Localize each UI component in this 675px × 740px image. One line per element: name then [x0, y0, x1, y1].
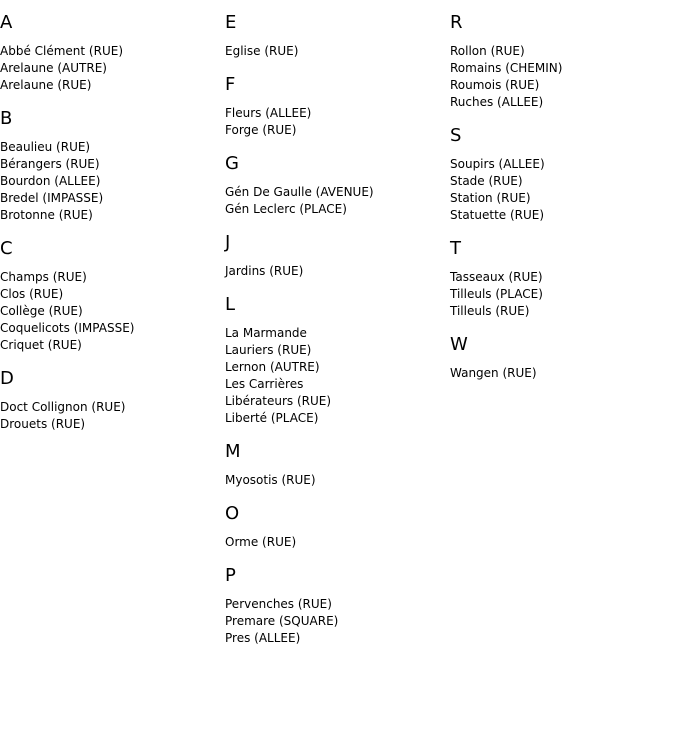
letter-group [225, 12, 445, 60]
street-link[interactable]: Station (RUE) [450, 191, 531, 205]
letter-heading: T [450, 238, 461, 259]
letter-heading: A [0, 12, 13, 33]
street-link[interactable]: Coquelicots (IMPASSE) [0, 321, 135, 335]
street-link[interactable]: Clos (RUE) [0, 287, 64, 301]
street-link[interactable]: Stade (RUE) [450, 174, 523, 188]
letter-heading: F [225, 74, 236, 95]
street-link[interactable]: Fleurs (ALLEE) [225, 106, 312, 120]
street-link[interactable]: Les Carrières [225, 377, 304, 391]
street-link[interactable]: Libérateurs (RUE) [225, 394, 332, 408]
street-link[interactable]: Lernon (AUTRE) [225, 360, 320, 374]
street-list [450, 43, 670, 111]
letter-heading: L [225, 294, 236, 315]
street-link[interactable]: Premare (SQUARE) [225, 614, 339, 628]
street-link[interactable]: Myosotis (RUE) [225, 473, 316, 487]
letter-heading: R [450, 12, 463, 33]
street-link[interactable]: Statuette (RUE) [450, 208, 545, 222]
letter-heading: O [225, 503, 240, 524]
street-link[interactable]: Orme (RUE) [225, 535, 297, 549]
street-link[interactable]: Brotonne (RUE) [0, 208, 93, 222]
letter-heading: S [450, 125, 462, 146]
street-list [225, 263, 445, 280]
letter-group [0, 108, 220, 224]
letter-heading: C [0, 238, 13, 259]
street-index-column-1 [0, 12, 220, 447]
street-list [0, 139, 220, 224]
street-link[interactable]: Ruches (ALLEE) [450, 95, 544, 109]
letter-group [0, 368, 220, 433]
street-list [225, 325, 445, 427]
letter-heading: P [225, 565, 236, 586]
street-link[interactable]: Arelaune (RUE) [0, 78, 92, 92]
street-link[interactable]: Romains (CHEMIN) [450, 61, 563, 75]
letter-group [0, 238, 220, 354]
letter-group [450, 125, 670, 224]
street-link[interactable]: Criquet (RUE) [0, 338, 82, 352]
street-link[interactable]: Jardins (RUE) [225, 264, 304, 278]
street-link[interactable]: Eglise (RUE) [225, 44, 299, 58]
street-list [0, 43, 220, 94]
street-link[interactable]: Gén De Gaulle (AVENUE) [225, 185, 374, 199]
street-link[interactable]: Beaulieu (RUE) [0, 140, 91, 154]
letter-heading: W [450, 334, 468, 355]
street-link[interactable]: Bourdon (ALLEE) [0, 174, 101, 188]
street-link[interactable]: Liberté (PLACE) [225, 411, 319, 425]
street-link[interactable]: Roumois (RUE) [450, 78, 540, 92]
letter-heading: B [0, 108, 13, 129]
street-list [225, 43, 445, 60]
street-link[interactable]: La Marmande [225, 326, 307, 340]
street-list [450, 365, 670, 382]
street-list [225, 534, 445, 551]
letter-heading: J [225, 232, 231, 253]
letter-group [0, 12, 220, 94]
street-list [225, 105, 445, 139]
street-list [0, 269, 220, 354]
street-index-column-3 [450, 12, 670, 396]
street-link[interactable]: Rollon (RUE) [450, 44, 525, 58]
street-list [225, 596, 445, 647]
letter-group [450, 334, 670, 382]
street-link[interactable]: Bérangers (RUE) [0, 157, 100, 171]
street-link[interactable]: Drouets (RUE) [0, 417, 86, 431]
street-link[interactable]: Lauriers (RUE) [225, 343, 312, 357]
street-link[interactable]: Pervenches (RUE) [225, 597, 332, 611]
letter-group [450, 12, 670, 111]
letter-group [225, 74, 445, 139]
street-list [225, 472, 445, 489]
street-list [225, 184, 445, 218]
letter-group [225, 441, 445, 489]
street-link[interactable]: Pres (ALLEE) [225, 631, 301, 645]
street-link[interactable]: Soupirs (ALLEE) [450, 157, 545, 171]
letter-group [225, 503, 445, 551]
street-link[interactable]: Wangen (RUE) [450, 366, 537, 380]
letter-group [225, 153, 445, 218]
letter-group [225, 294, 445, 427]
street-link[interactable]: Champs (RUE) [0, 270, 87, 284]
letter-group [225, 565, 445, 647]
letter-heading: G [225, 153, 239, 174]
letter-group [225, 232, 445, 280]
street-index-column-2 [225, 12, 445, 661]
street-link[interactable]: Tilleuls (RUE) [450, 304, 530, 318]
street-link[interactable]: Bredel (IMPASSE) [0, 191, 104, 205]
street-link[interactable]: Doct Collignon (RUE) [0, 400, 126, 414]
street-link[interactable]: Abbé Clément (RUE) [0, 44, 123, 58]
street-link[interactable]: Tasseaux (RUE) [450, 270, 543, 284]
street-link[interactable]: Arelaune (AUTRE) [0, 61, 107, 75]
street-list [0, 399, 220, 433]
street-link[interactable]: Forge (RUE) [225, 123, 297, 137]
street-link[interactable]: Tilleuls (PLACE) [450, 287, 543, 301]
letter-heading: M [225, 441, 241, 462]
letter-heading: E [225, 12, 237, 33]
street-list [450, 156, 670, 224]
street-list [450, 269, 670, 320]
letter-group [450, 238, 670, 320]
letter-heading: D [0, 368, 14, 389]
street-link[interactable]: Collège (RUE) [0, 304, 83, 318]
street-link[interactable]: Gén Leclerc (PLACE) [225, 202, 347, 216]
